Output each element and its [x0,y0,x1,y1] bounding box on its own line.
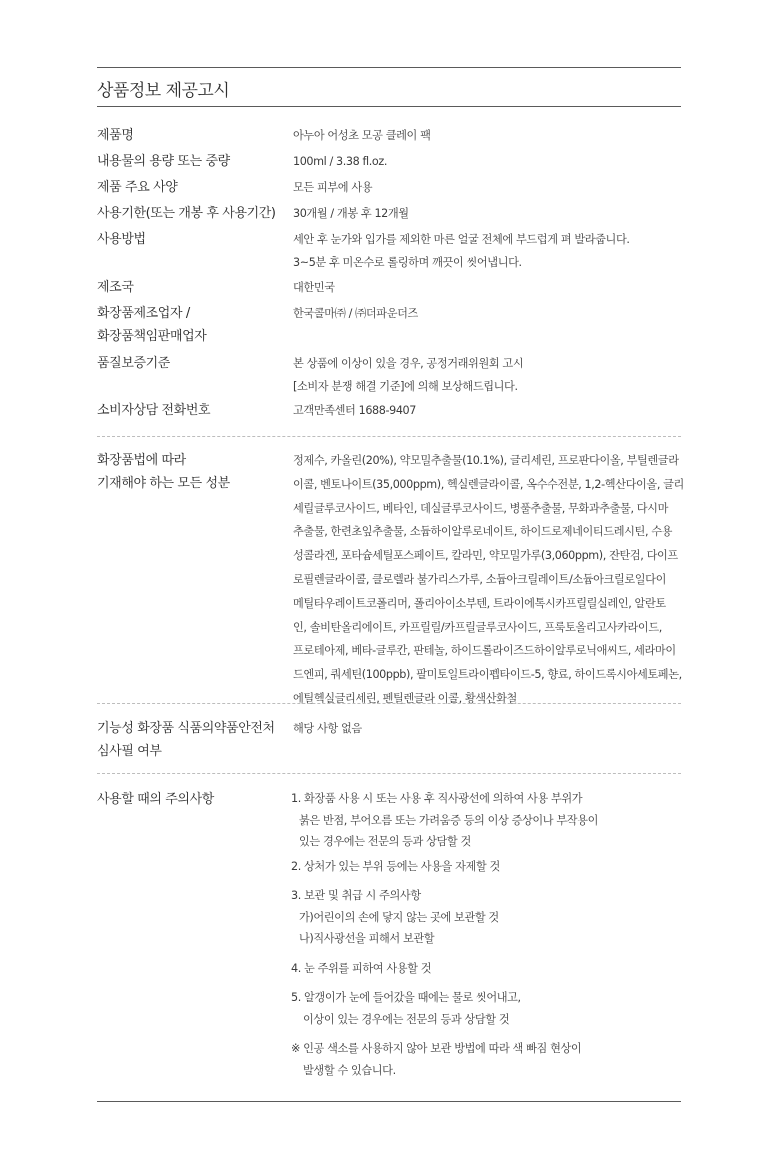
caution-line: 발생할 수 있습니다. [303,1063,396,1077]
row-value: 모든 피부에 사용 [293,181,373,194]
label-line: 기재해야 하는 모든 성분 [97,476,230,491]
ingredient-line: 메틸타우레이트코폴리머, 폴리아이소부텐, 트라이에톡시카프릴릴실레인, 알란토 [293,596,666,610]
top-rule [97,67,681,68]
bottom-rule [97,1101,681,1102]
ingredient-line: 추출물, 한련초잎추출물, 소듐하이알루로네이트, 하이드로제네이티드레시틴, 수용 [293,525,673,539]
row-value: 30개월 / 개봉 후 12개월 [293,207,409,220]
value-line: 3~5분 후 미온수로 롤링하며 깨끗이 씻어냅니다. [293,256,522,269]
row-label: 품질보증기준 [97,356,170,371]
caution-line: 2. 상처가 있는 부위 등에는 사용을 자제할 것 [291,859,500,873]
caution-line: 4. 눈 주위를 피하여 사용할 것 [291,961,432,975]
row-label [97,449,287,495]
row-value [293,352,685,398]
caution-line: ※ 인공 색소를 사용하지 않아 보관 방법에 따라 색 빠짐 현상이 [291,1042,582,1055]
value-line: 본 상품에 이상이 있을 경우, 공정거래위원회 고시 [293,357,524,370]
ingredient-line: 에틸헥실글리세린, 펜틸렌글라 이콜, 황색산화철 [293,691,517,705]
row-value: 아누아 어성초 모공 클레이 팩 [293,129,431,142]
row-value: 고객만족센터 1688-9407 [293,404,416,417]
row-value: 해당 사항 없음 [293,722,362,735]
row-value: 한국콜마㈜ / ㈜더파운더즈 [293,307,418,320]
row-label: 제품명 [97,128,134,143]
label-line: 화장품법에 따라 [97,453,186,468]
page-title: 상품정보 제공고시 [97,81,230,101]
ingredient-line: 프로테아제, 베타-글루칸, 판테놀, 하이드롤라이즈드하이알루로닉애씨드, 세라마이 [293,644,676,658]
caution-line: 1. 화장품 사용 시 또는 사용 후 직사광선에 의하여 사용 부위가 [291,792,583,805]
section-divider [97,436,681,437]
title-rule [97,106,681,107]
row-value: 100ml / 3.38 fl.oz. [293,155,387,168]
label-line: 화장품제조업자 / [97,306,190,321]
ingredients-list [293,449,685,711]
row-label: 내용물의 용량 또는 중량 [97,154,230,169]
row-label: 사용할 때의 주의사항 [97,792,214,807]
caution-item [291,856,683,878]
section-divider [97,773,681,774]
ingredient-line: 이콜, 벤토나이트(35,000ppm), 헥실렌글라이콜, 옥수수전분, 1,2-헥산다이올, 글리 [293,477,684,491]
cautions-list [291,788,683,1081]
ingredient-line: 로필렌글라이콜, 클로렐라 불가리스가루, 소듐아크릴레이트/소듐아크릴로일다이 [293,572,666,586]
ingredient-line: 드엔피, 쿼세틴(100ppb), 팔미토일트라이펩타이드-5, 향료, 하이드록시아세토페논, [293,668,682,682]
row-label [97,302,287,348]
row-label [97,717,287,763]
label-line: 화장품책임판매업자 [97,329,207,344]
caution-line: 이상이 있는 경우에는 전문의 등과 상담할 것 [303,1012,510,1026]
row-label: 제품 주요 사양 [97,180,178,195]
value-line: 세안 후 눈가와 입가를 제외한 마른 얼굴 전체에 부드럽게 펴 발라줍니다. [293,233,630,246]
row-label: 사용기한(또는 개봉 후 사용기간) [97,206,276,221]
caution-item [291,987,683,1030]
row-label: 사용방법 [97,232,146,247]
section-divider [97,703,681,704]
caution-item [291,958,683,980]
caution-item [291,788,683,853]
row-label: 소비자상담 전화번호 [97,403,211,418]
ingredient-line: 정제수, 카올린(20%), 약모밀추출물(10.1%), 글리세린, 프로판다이올, 부틸렌글라 [293,454,679,467]
caution-line: 3. 보관 및 취급 시 주의사항 [291,889,421,902]
caution-line: 나)직사광선을 피해서 보관할 [299,932,435,945]
label-line: 심사필 여부 [97,744,162,759]
label-line: 기능성 화장품 식품의약품안전처 [97,721,275,736]
ingredient-line: 세릴글루코사이드, 베타인, 데실글루코사이드, 병풀추출물, 무화과추출물, 다시마 [293,501,668,515]
value-line: [소비자 분쟁 해결 기준]에 의해 보상해드립니다. [293,380,518,393]
caution-line: 가)어린이의 손에 닿지 않는 곳에 보관할 것 [299,910,499,924]
caution-note [291,1038,683,1081]
row-value: 대한민국 [293,281,335,294]
caution-line: 있는 경우에는 전문의 등과 상담할 것 [299,835,471,848]
row-label: 제조국 [97,280,134,295]
ingredient-line: 성콜라겐, 포타슘세틸포스페이트, 칼라민, 약모밀가루(3,060ppm), 잔탄검, 다이프 [293,549,678,563]
caution-line: 붉은 반점, 부어오름 또는 가려움증 등의 이상 증상이나 부작용이 [299,813,598,827]
caution-line: 5. 알갱이가 눈에 들어갔을 때에는 물로 씻어내고, [291,991,521,1004]
ingredient-line: 인, 솔비탄올리에이트, 카프릴릴/카프릴글루코사이드, 프룩토올리고사카라이드, [293,620,662,634]
row-value [293,228,685,274]
caution-item [291,885,683,950]
